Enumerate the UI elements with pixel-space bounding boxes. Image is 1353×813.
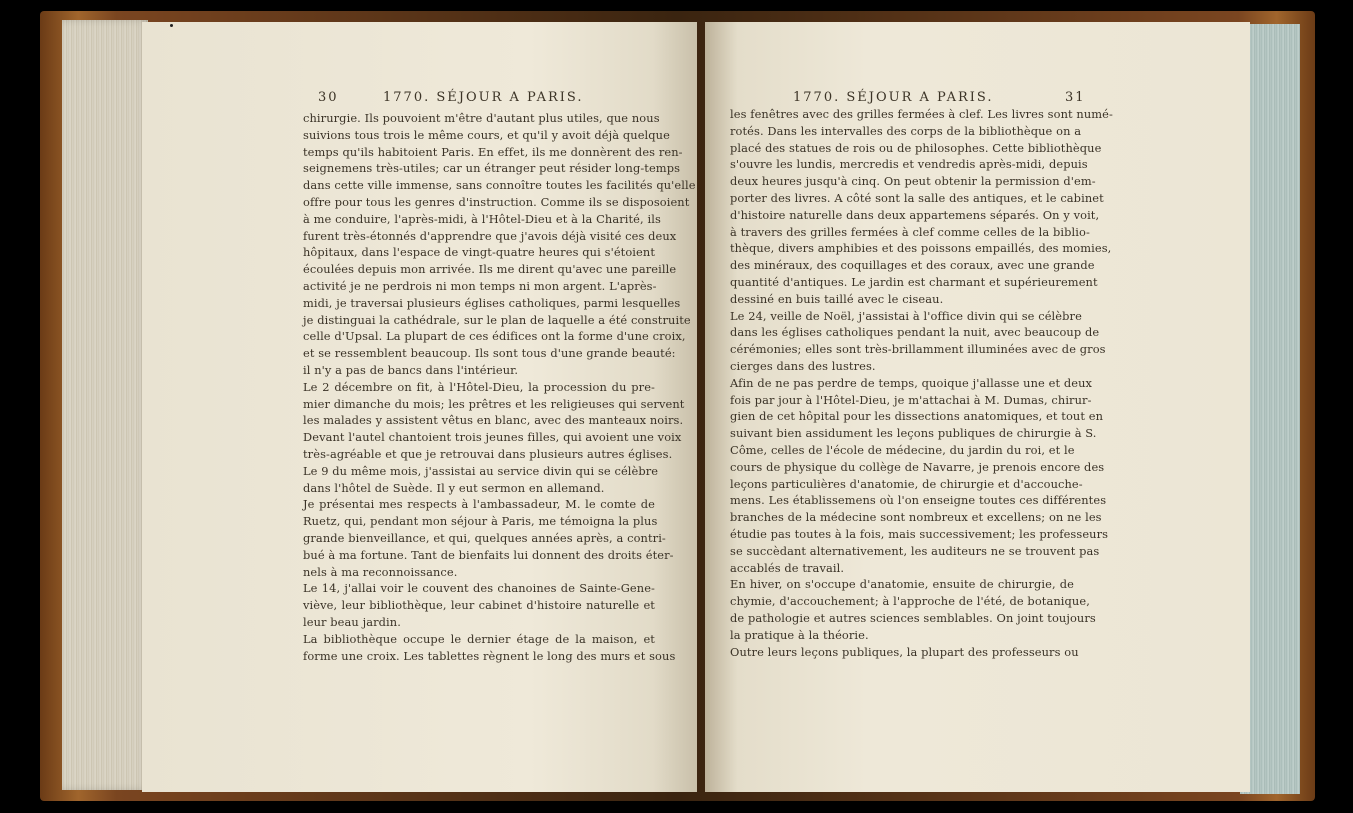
text-line: midi, je traversai plusieurs églises catholiques, parmi lesquelles [303,295,681,310]
text-line: les fenêtres avec des grilles fermées à clef. Les livres sont numé- [730,107,1113,121]
text-line: celle d'Upsal. La plupart de ces édifices ont la forme d'une croix, [303,329,686,344]
text-line: accablés de travail. [730,560,845,575]
text-line: s'ouvre les lundis, mercredis et vendredis après-midi, depuis [730,157,1088,172]
text-line: seignemens très-utiles; car un étranger peut résider long-temps [303,161,681,176]
text-line: quantité d'antiques. Le jardin est charmant et supérieurement [730,274,1098,289]
text-line: dessiné en buis taillé avec le ciseau. [730,291,944,306]
text-line: de pathologie et autres sciences semblables. On joint toujours [730,610,1096,625]
text-line: leur beau jardin. [303,614,401,629]
text-line: viève, leur bibliothèque, leur cabinet d'histoire naturelle et [303,598,655,613]
text-line: Afin de ne pas perdre de temps, quoique j'allasse une et deux [730,375,1093,390]
text-line: grande bienveillance, et qui, quelques années après, a contri- [303,530,666,545]
text-line: suivant bien assidument les leçons publiques de chirurgie à S. [730,426,1097,441]
text-line: hôpitaux, dans l'espace de vingt-quatre heures qui s'étoient [303,245,655,260]
left-page-text [303,110,696,664]
text-line: à travers des grilles fermées à clef comme celles de la biblio- [730,224,1090,239]
text-line: Côme, celles de l'école de médecine, du jardin du roi, et le [730,442,1075,457]
left-running-title: 1770. SÉJOUR A PARIS. [383,90,584,105]
text-line: placé des statues de rois ou de philosophes. Cette bibliothèque [730,140,1102,155]
text-line: fois par jour à l'Hôtel-Dieu, je m'attachai à M. Dumas, chirur- [730,392,1092,407]
text-line: cours de physique du collège de Navarre, je prenois encore des [730,459,1105,474]
text-line: à me conduire, l'après-midi, à l'Hôtel-Dieu et à la Charité, ils [303,211,661,226]
text-line: les malades y assistent vêtus en blanc, avec des manteaux noirs. [303,413,684,428]
text-line: Le 24, veille de Noël, j'assistai à l'office divin qui se célèbre [730,308,1082,323]
text-line: des minéraux, des coquillages et des coraux, avec une grande [730,258,1095,273]
text-line: mens. Les établissemens où l'on enseigne toutes ces différentes [730,493,1107,508]
text-line: thèque, divers amphibies et des poissons empaillés, des momies, [730,241,1112,256]
text-line: En hiver, on s'occupe d'anatomie, ensuite de chirurgie, de [730,577,1074,592]
text-line: leçons particulières d'anatomie, de chirurgie et d'accouche- [730,476,1083,491]
text-line: chymie, d'accouchement; à l'approche de l'été, de botanique, [730,594,1090,609]
text-line: mier dimanche du mois; les prêtres et les religieuses qui servent [303,396,685,411]
binding-mark [170,24,173,27]
text-line: forme une croix. Les tablettes règnent le long des murs et sous [303,648,676,663]
text-line: très-agréable et que je retrouvai dans plusieurs autres églises. [303,446,673,461]
text-line: dans les églises catholiques pendant la nuit, avec beaucoup de [730,325,1100,340]
text-line: la pratique à la théorie. [730,627,869,642]
text-line: rotés. Dans les intervalles des corps de la bibliothèque on a [730,123,1082,138]
text-line: écoulées depuis mon arrivée. Ils me dirent qu'avec une pareille [303,262,677,277]
text-line: cierges dans des lustres. [730,358,876,373]
text-line: bué à ma fortune. Tant de bienfaits lui donnent des droits éter- [303,547,674,562]
text-line: se succèdant alternativement, les auditeurs ne se trouvent pas [730,543,1100,558]
text-line: et se ressemblent beaucoup. Ils sont tous d'une grande beauté: [303,346,676,361]
text-line: il n'y a pas de bancs dans l'intérieur. [303,362,519,377]
text-line: nels à ma reconnoissance. [303,564,458,579]
text-line: étudie pas toutes à la fois, mais successivement; les professeurs [730,526,1109,541]
text-line: Le 14, j'allai voir le couvent des chanoines de Sainte-Gene- [303,581,655,596]
text-line: Le 2 décembre on fit, à l'Hôtel-Dieu, la procession du pre- [303,379,655,394]
right-page-text [730,106,1113,660]
text-line: activité je ne perdrois ni mon temps ni mon argent. L'après- [303,278,657,293]
text-line: Le 9 du même mois, j'assistai au service divin qui se célèbre [303,463,659,478]
text-line: furent très-étonnés d'apprendre que j'avois déjà visité ces deux [303,228,677,243]
text-line: temps qu'ils habitoient Paris. En effet, ils me donnèrent des ren- [303,144,683,159]
text-line: deux heures jusqu'à cinq. On peut obtenir la permission d'em- [730,174,1096,189]
text-line: branches de la médecine sont nombreux et excellens; on ne les [730,510,1102,525]
text-line: suivions tous trois le même cours, et qu'il y avoit déjà quelque [303,127,670,142]
right-page-number: 31 [1065,90,1086,105]
text-line: dans l'hôtel de Suède. Il y eut sermon en allemand. [303,480,605,495]
text-line: cérémonies; elles sont très-brillamment illuminées avec de gros [730,342,1106,357]
left-page-number: 30 [318,90,339,105]
text-line: je distinguai la cathédrale, sur le plan de laquelle a été construite [303,312,691,327]
left-page-edges [62,20,148,790]
text-line: La bibliothèque occupe le dernier étage de la maison, et [303,631,655,646]
text-line: offre pour tous les genres d'instruction. Comme ils se disposoient [303,194,690,209]
text-line: porter des livres. A côté sont la salle des antiques, et le cabinet [730,190,1104,205]
text-line: Outre leurs leçons publiques, la plupart des professeurs ou [730,644,1079,659]
text-line: Devant l'autel chantoient trois jeunes filles, qui avoient une voix [303,430,682,445]
text-line: dans cette ville immense, sans connoître toutes les facilités qu'elle [303,178,696,193]
text-line: Je présentai mes respects à l'ambassadeur, M. le comte de [303,497,655,512]
text-line: chirurgie. Ils pouvoient m'être d'autant plus utiles, que nous [303,111,660,125]
right-running-title: 1770. SÉJOUR A PARIS. [793,90,994,105]
text-line: Ruetz, qui, pendant mon séjour à Paris, me témoigna la plus [303,514,658,529]
text-line: gien de cet hôpital pour les dissections anatomiques, et tout en [730,409,1104,424]
text-line: d'histoire naturelle dans deux appartemens séparés. On y voit, [730,207,1100,222]
